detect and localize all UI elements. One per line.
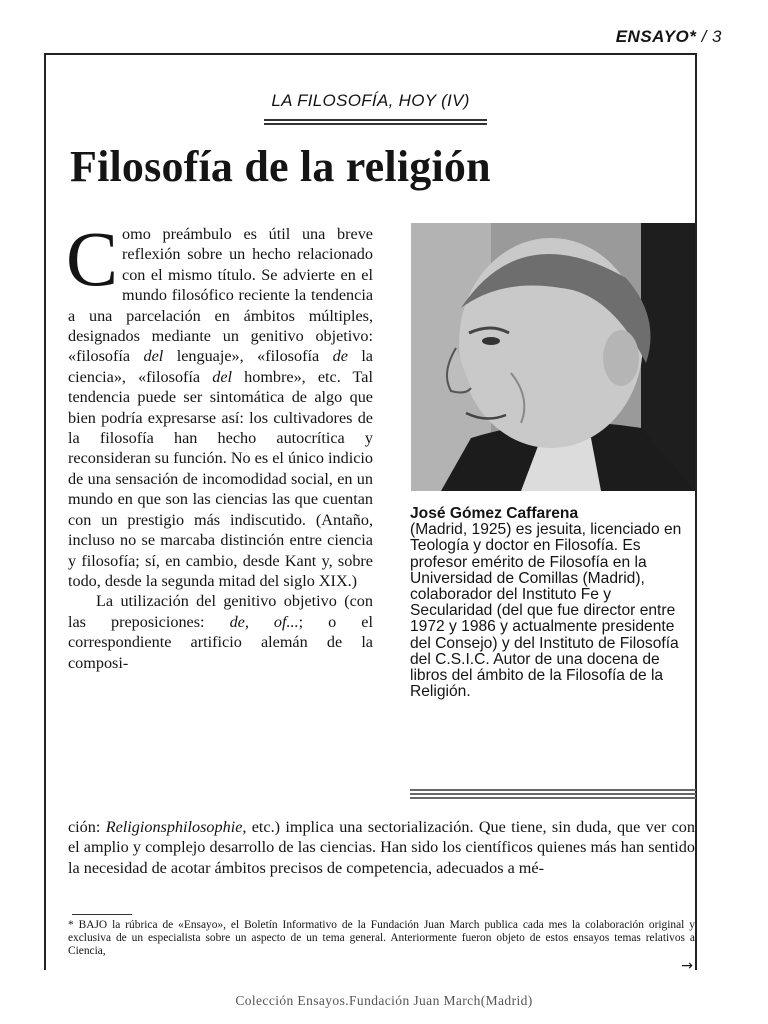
text-run: hombre», etc. Tal tendencia puede ser sintomática de algo que bien podría expresarse así: los cultivadores de la filosofía han hecho autocrítica y reconsideran su función. No es el único indicio de una sensación de incomodidad social, en un mundo en que son las ciencias las que cuentan con un prestigio más indiscutido. (Antaño, incluso no se marcaba distinción entre ciencia y filosofía; sí, en cambio, desde Kant y, sobre todo, desde la segunda mitad del siglo XIX.) [68,367,373,590]
article-frame [44,53,697,974]
series-underline [264,119,487,127]
series-title: LA FILOSOFÍA, HOY (IV) [271,91,470,110]
paragraph-1 [66,215,373,591]
continue-arrow-icon: → [681,958,693,974]
text-run: La utilización del genitivo objetivo (con las preposiciones: [68,592,373,631]
bio-divider [410,789,696,801]
collection-credit: Colección Ensayos.Fundación Juan March(Madrid) [235,993,533,1008]
bio-text: (Madrid, 1925) es jesuita, licenciado en Teología y doctor en Filosofía. Es profesor emérito de Filosofía en la Universidad de Comillas (Madrid), colaborador del Instituto Fe y Secularidad (del que fue director entre 1972 y 1986 y actualmente presidente del Consejo) y del Instituto de Filosofía del C.S.I.C. Autor de una docena de libros del ámbito de la Filosofía de la Religión. [410,521,682,701]
body-column [66,215,373,673]
section-header [616,27,722,47]
text-run: ción: [68,818,106,836]
text-run: la ciencia», «filosofía [68,347,373,386]
text-run: ; o el correspondiente artificio alemán de la composi- [68,612,373,672]
drop-cap: C [66,215,119,302]
paragraph-continued [68,817,695,878]
text-run: , etc.) implica una sectorialización. Que tiene, sin duda, que ver con el amplio y complejo desarrollo de las ciencias. Han sido los científicos quienes más han sentido la necesidad de acotar ámbitos precisos de competencia, adecuados a mé- [68,818,695,877]
footnote: * BAJO la rúbrica de «Ensayo», el Boletín Informativo de la Fundación Juan March publica cada mes la colaboración original y exclusiva de un especialista sobre un aspecto de un tema general. Anteriormente fueron objeto de estos ensayos temas relativos a Ciencia, [68,919,695,957]
italic-run: Religionsphilosophie [105,818,243,836]
italic-run: del [212,367,233,386]
section-label: ENSAYO* [615,27,697,46]
author-photo [411,223,695,491]
paragraph-2 [68,591,373,673]
italic-run: de [332,347,348,366]
page-number: / 3 [696,27,722,46]
footnote-rule [72,914,132,915]
text-run: omo preámbulo es útil una breve reflexión sobre un hecho relacionado con el mismo título. Se advierte en el mundo filosófico reciente la tendencia a una parcelación en ámbitos múltiples, designados mediante un genitivo objetivo: «filosofía [68,225,373,366]
italic-run: de, of... [229,612,299,631]
italic-run: del [143,347,164,366]
body-continuation [68,817,695,878]
article-title: Filosofía de la religión [70,142,491,191]
text-run: lenguaje», «filosofía [163,347,333,366]
portrait-image [411,223,695,491]
author-name: José Gómez Caffarena [410,505,579,522]
author-bio [410,506,696,700]
